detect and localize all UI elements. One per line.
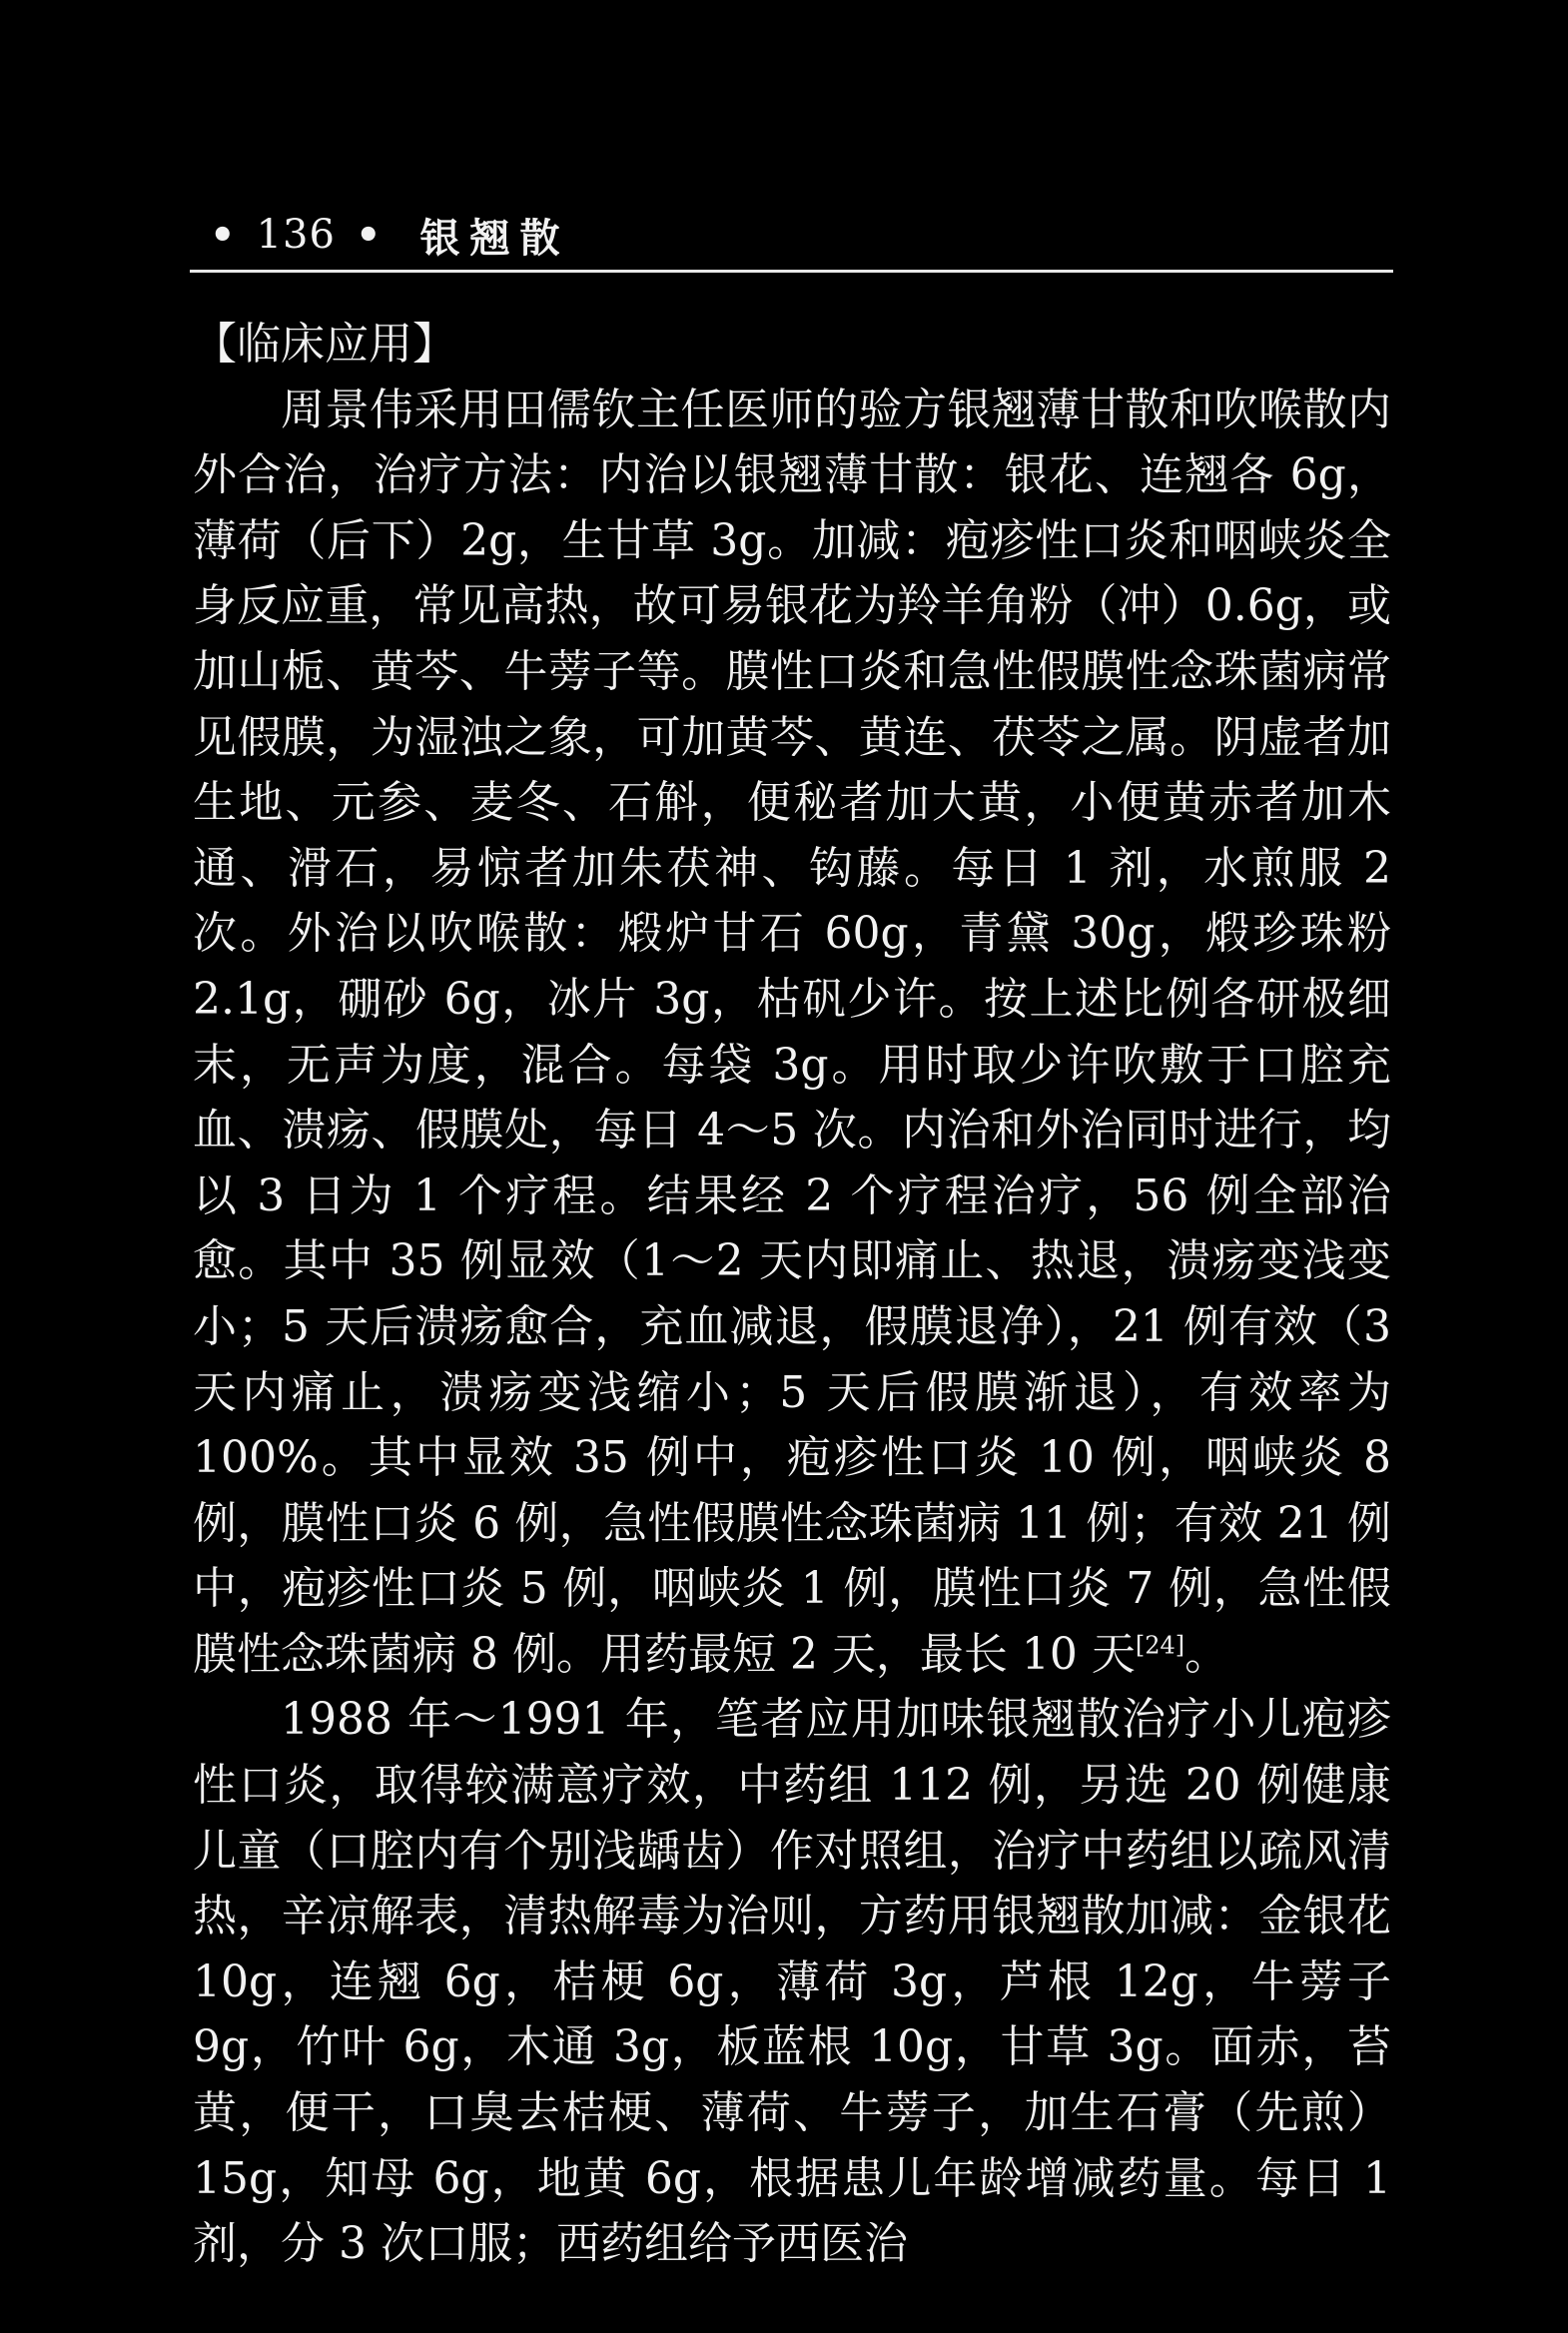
- body-text: [193, 312, 1391, 2277]
- header-dot-right: •: [355, 211, 383, 259]
- section-heading: 【临床应用】: [193, 319, 456, 370]
- page-number: 136: [256, 212, 336, 258]
- citation-mark: [24]: [1135, 1631, 1185, 1660]
- header-rule: [190, 270, 1393, 273]
- running-header: [190, 205, 1388, 265]
- paragraph-2: 1988 年～1991 年，笔者应用加味银翘散治疗小儿疱疹性口炎，取得较满意疗效，中药组 112 例，另选 20 例健康儿童（口腔内有个别浅龋齿）作对照组，治疗中药组以疏风清热，辛凉解表，清热解毒为治则，方药用银翘散加减：金银花 10g，连翘 6g，桔梗 6g，薄荷 3g，芦根 12g，牛蒡子 9g，竹叶 6g，木通 3g，板蓝根 10g，甘草 3g。面赤，苔黄，便干，口臭去桔梗、薄荷、牛蒡子，加生石膏（先煎）15g，知母 6g，地黄 6g，根据患儿年龄增减药量。每日 1 剂，分 3 次口服；西药组给予西医治: [193, 1694, 1391, 2270]
- running-title: 银翘散: [419, 214, 570, 262]
- paragraph-1-end: 。: [1184, 1628, 1229, 1680]
- paragraph-1-text: 周景伟采用田儒钦主任医师的验方银翘薄甘散和吹喉散内外合治，治疗方法：内治以银翘薄甘散：银花、连翘各 6g，薄荷（后下）2g，生甘草 3g。加减：疱疹性口炎和咽峡炎全身反应重，常见高热，故可易银花为羚羊角粉（冲）0.6g，或加山栀、黄芩、牛蒡子等。膜性口炎和急性假膜性念珠菌病常见假膜，为湿浊之象，可加黄芩、黄连、茯苓之属。阴虚者加生地、元参、麦冬、石斛，便秘者加大黄，小便黄赤者加木通、滑石，易惊者加朱茯神、钩藤。每日 1 剂，水煎服 2 次。外治以吹喉散：煅炉甘石 60g，青黛 30g，煅珍珠粉 2.1g，硼砂 6g，冰片 3g，枯矾少许。按上述比例各研极细末，无声为度，混合。每袋 3g。用时取少许吹敷于口腔充血、溃疡、假膜处，每日 4～5 次。内治和外治同时进行，均以 3 日为 1 个疗程。结果经 2 个疗程治疗，56 例全部治愈。其中 35 例显效（1～2 天内即痛止、热退，溃疡变浅变小；5 天后溃疡愈合，充血减退，假膜退净），21 例有效（3 天内痛止，溃疡变浅缩小；5 天后假膜渐退），有效率为 100%。其中显效 35 例中，疱疹性口炎 10 例，咽峡炎 8 例，膜性口炎 6 例，急性假膜性念珠菌病 11 例；有效 21 例中，疱疹性口炎 5 例，咽峡炎 1 例，膜性口炎 7 例，急性假膜性念珠菌病 8 例。用药最短 2 天，最长 10 天: [193, 384, 1391, 1680]
- paragraph-1: [193, 378, 1391, 1688]
- header-dot-left: •: [210, 211, 237, 259]
